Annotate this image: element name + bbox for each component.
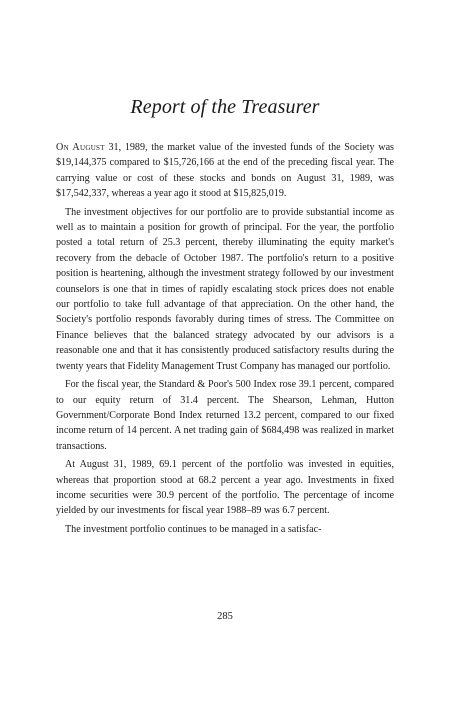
page-number: 285 [217,611,233,622]
paragraph-1-lead: On August [56,142,105,153]
paragraph-4: At August 31, 1989, 69.1 percent of the portfolio was invested in equities, whereas that proportion stood at 68.2 percent a year ago. Investments in fixed income securities were 30.9 percent of the portfolio. The percentage of income yielded by our investments for fiscal year 1988–89 was 6.7 percent. [56,459,394,517]
paragraph-1-text: 31, 1989, the market value of the invested funds of the Society was $19,144,375 compared to $15,726,166 at the end of the preceding fiscal year. The carrying value or cost of these stocks and bonds on August 31, 1989, was $17,542,337, whereas a year ago it stood at $15,825,019. [56,142,394,200]
paragraph-2: The investment objectives for our portfolio are to provide substantial income as well as to maintain a position for growth of principal. For the year, the portfolio posted a total return of 25.3 percent, thereby illuminating the equity market's recovery from the debacle of October 1987. The portfolio's return to a positive position is heartening, although the investment strategy followed by our investment counselors is one that in times of rapidly escalating stock prices does not enable our portfolio to take full advantage of that appreciation. On the other hand, the Society's portfolio responds favorably during times of stress. The Committee on Finance believes that the balanced strategy advocated by our advisors is a reasonable one and that it has consistently produced satisfactory results during the twenty years that Fidelity Management Trust Company has managed our portfolio. [56,206,394,372]
body-text [56,140,394,540]
paragraph-3: For the fiscal year, the Standard & Poor's 500 Index rose 39.1 percent, compared to our equity return of 31.4 percent. The Shearson, Lehman, Hutton Government/Corporate Bond Index returned 13.2 percent, compared to our fixed income return of 14 percent. A net trading gain of $684,498 was realized in market transactions. [56,379,394,452]
paragraph-1 [56,140,394,202]
paragraph-5: The investment portfolio continues to be managed in a satisfac- [65,523,322,535]
page-title: Report of the Treasurer [130,96,320,118]
